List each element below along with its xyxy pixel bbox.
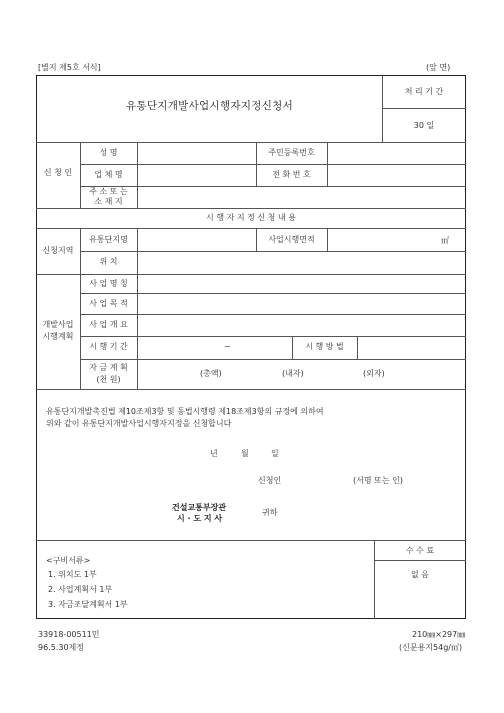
applicant-row-line — [80, 186, 466, 187]
required-document-item: 1. 위치도 1부 — [48, 570, 97, 579]
addressee-minister: 건설교통부장관 — [172, 503, 227, 512]
project-overview-label: 사 업 개 요 — [89, 320, 128, 329]
plan-mid-col2 — [357, 336, 358, 359]
applicant-sign-label: 신청인 — [258, 476, 282, 485]
applicant-section-label: 신 청 인 — [43, 168, 73, 177]
required-document-item: 3. 자금조달계획서 1부 — [48, 600, 128, 609]
honorific: 귀하 — [262, 508, 278, 517]
plan-section-label-line1: 개발사업 — [42, 320, 74, 329]
plan-row-line — [80, 336, 466, 337]
area-section-label: 신청지역 — [42, 246, 74, 255]
section-line — [36, 228, 466, 229]
paper-type: (신문용지54g/㎡) — [399, 643, 463, 652]
plan-field-col — [137, 274, 138, 389]
processing-period-value: 30 일 — [413, 121, 435, 130]
title-bottom-line — [36, 142, 466, 143]
fee-label: 수 수 료 — [405, 546, 435, 555]
date-year: 년 — [210, 449, 218, 458]
fee-value: 없 음 — [411, 570, 429, 579]
statement-line2: 위와 같이 유통단지개발사업시행자지정을 신청합니다 — [46, 419, 232, 428]
funding-plan-label-line1: 자 금 계 획 — [89, 363, 128, 372]
form-title: 유통단지개발사업시행자지정신청서 — [125, 100, 294, 112]
address-label-line1: 주 소 또 는 — [89, 187, 128, 196]
project-area-label: 사업시행면적 — [268, 235, 315, 244]
project-name-label: 사 업 명 칭 — [89, 279, 128, 288]
plan-row-line — [80, 314, 466, 315]
area-mid-col2 — [327, 228, 328, 251]
name-label: 성 명 — [99, 148, 118, 157]
form-code: 33918-00511민 — [38, 630, 100, 639]
location-label: 위 치 — [99, 257, 118, 266]
page-side: (앞 면) — [426, 63, 451, 72]
area-unit: ㎡ — [441, 236, 449, 245]
funding-total-label: (총액) — [200, 369, 222, 378]
resident-number-label: 주민등록번호 — [268, 148, 315, 157]
period-separator: ~ — [224, 342, 231, 351]
plan-row-line — [80, 359, 466, 360]
required-documents-header: <구비서류> — [46, 556, 91, 565]
form-established-date: 96.5.30제정 — [38, 643, 84, 652]
addressee-governor: 시 · 도 지 사 — [177, 514, 223, 523]
funding-plan-label-line2: (천 원) — [96, 375, 121, 384]
implementation-period-label: 시 행 기 간 — [89, 342, 128, 351]
statement-line1: 유통단지개발촉진법 제10조제3항 및 동법시행령 제18조제3항의 규정에 의하여 — [46, 407, 324, 416]
area-row-line — [80, 251, 466, 252]
designation-header: 시 행 자 지 정 신 청 내 용 — [206, 213, 296, 222]
applicant-row-line — [80, 164, 466, 165]
plan-section-label-line2: 시행계획 — [42, 332, 74, 341]
paper-size: 210㎜×297㎜ — [412, 630, 466, 639]
date-month: 월 — [241, 449, 249, 458]
signature-or-seal-label: (서명 또는 인) — [353, 476, 403, 485]
complex-name-label: 유통단지명 — [89, 235, 128, 244]
fee-row-line — [374, 560, 466, 561]
applicant-field-col — [137, 142, 138, 208]
required-document-item: 2. 사업계획서 1부 — [48, 585, 113, 594]
section-line — [36, 274, 466, 275]
section-line — [36, 208, 466, 209]
section-line — [36, 540, 466, 541]
address-label-line2: 소 재 지 — [94, 197, 123, 206]
company-name-label: 업 체 명 — [94, 170, 123, 179]
funding-domestic-label: (내자) — [282, 369, 304, 378]
plan-row-line — [80, 293, 466, 294]
processing-divider — [382, 108, 466, 109]
implementation-method-label: 시 행 방 법 — [305, 342, 344, 351]
funding-foreign-label: (외자) — [363, 369, 385, 378]
processing-period-label: 처 리 기 간 — [404, 87, 444, 96]
section-line — [36, 389, 466, 390]
project-purpose-label: 사 업 목 적 — [89, 299, 128, 308]
phone-number-label: 전 화 번 호 — [272, 170, 311, 179]
date-day: 일 — [271, 449, 279, 458]
form-number: [별지 제5호 서식] — [38, 63, 101, 72]
